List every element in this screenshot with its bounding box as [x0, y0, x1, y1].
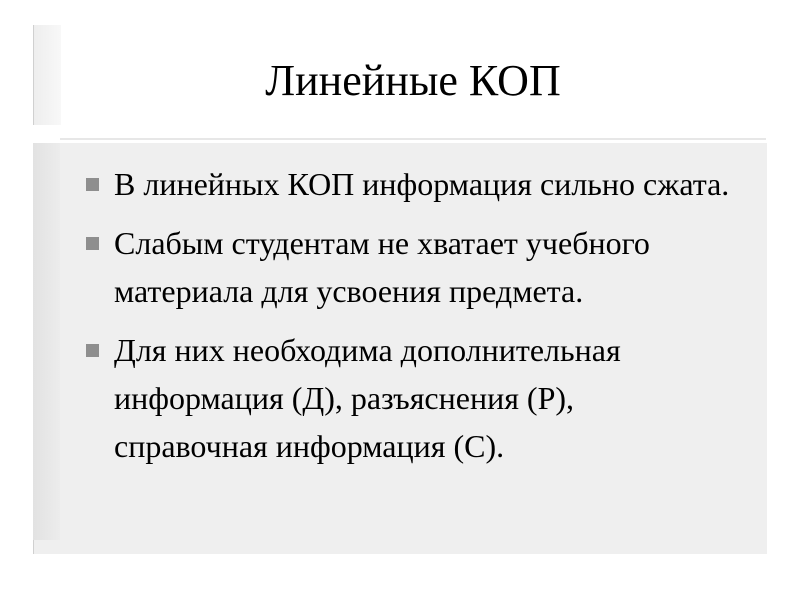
square-bullet-icon [86, 178, 99, 191]
bullet-item [80, 219, 730, 315]
title-side-band [33, 25, 61, 125]
content-side-band [33, 143, 60, 540]
square-bullet-icon [86, 344, 99, 357]
slide-title: Линейные КОП [265, 56, 561, 105]
bullet-text: Слабым студентам не хватает учебного материала для усвоения предмета. [114, 225, 650, 309]
square-bullet-icon [86, 237, 99, 250]
title-divider [60, 138, 766, 140]
bullet-text: В линейных КОП информация сильно сжата. [114, 166, 730, 202]
bullet-item [80, 160, 730, 208]
bullet-item [80, 326, 730, 470]
bullet-text: Для них необходима дополнительная информация (Д), разъяснения (Р), справочная информация (С). [114, 332, 621, 464]
bullet-list [80, 160, 730, 481]
